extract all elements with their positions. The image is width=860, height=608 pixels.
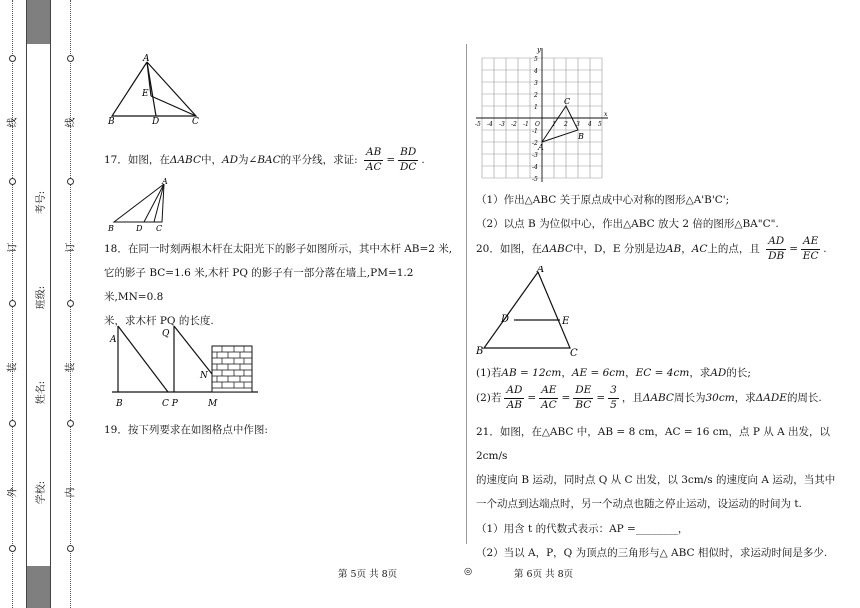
svg-text:D: D	[136, 224, 143, 233]
svg-text:1: 1	[552, 121, 556, 128]
svg-text:M: M	[208, 399, 218, 409]
fraction-bd-dc: $\frac{BD}{DC}$	[400, 146, 417, 173]
svg-text:-3: -3	[499, 121, 505, 128]
page-number-left: 第 5页 共 8页	[338, 569, 398, 580]
question-17: 17．如图，在ΔABC中，AD为∠BAC的平分线，求证: $\frac{AB}{AC}$ = $\frac{BD}{DC}$ .	[104, 146, 425, 173]
svg-text:B: B	[108, 117, 115, 124]
binding-line-1	[26, 0, 27, 608]
question-20-part2: (2)若 $\frac{AD}{AB}$ = $\frac{AE}{AC}$ = $\frac{DE}{BC}$ = $\frac{3}{5}$ ，且ΔABC周长为30cm，求ΔADE的周长.	[476, 384, 822, 411]
binding-hole	[9, 420, 16, 427]
svg-text:-2: -2	[532, 140, 538, 147]
svg-text:A: A	[162, 177, 168, 186]
question-20-part1: (1)若AB = 12cm，AE = 6cm，EC = 4cm，求AD的长;	[476, 367, 751, 379]
inner-mark-xian: 线	[65, 117, 77, 128]
binding-hole	[67, 545, 74, 552]
svg-text:-5: -5	[532, 176, 538, 183]
svg-text:5: 5	[534, 56, 538, 63]
binding-line-2	[50, 0, 51, 608]
field-xingming-label: 姓名:	[36, 380, 48, 405]
svg-text:D: D	[501, 314, 510, 325]
inner-mark-zhuang: 装	[65, 362, 77, 373]
figure-triangle-abc-e	[104, 52, 214, 124]
binding-hole	[9, 300, 16, 307]
brick-wall	[212, 346, 252, 392]
binding-hole	[67, 300, 74, 307]
svg-text:-2: -2	[511, 121, 517, 128]
svg-text:C P: C P	[162, 399, 178, 409]
page-divider	[466, 44, 467, 544]
svg-text:-3: -3	[532, 152, 538, 159]
svg-text:Q: Q	[162, 329, 170, 339]
binding-hole	[67, 420, 74, 427]
svg-text:A: A	[110, 335, 117, 345]
binding-gray-bottom	[26, 566, 50, 608]
svg-text:1: 1	[534, 104, 538, 111]
page-number-right: 第 6页 共 8页	[514, 569, 574, 580]
svg-text:3: 3	[534, 80, 538, 87]
binding-margin	[0, 0, 84, 608]
question-19-text: 19．按下列要求在如图格点中作图:	[104, 424, 268, 436]
svg-text:B: B	[578, 132, 584, 141]
svg-text:C: C	[564, 97, 571, 106]
outer-mark-xian: 线	[7, 117, 19, 128]
svg-text:-4: -4	[532, 164, 538, 171]
page-separator: ◎	[464, 566, 473, 577]
outer-mark-zhuang: 装	[7, 362, 19, 373]
binding-hole	[67, 178, 74, 185]
svg-text:-4: -4	[487, 121, 493, 128]
binding-hole	[9, 545, 16, 552]
svg-text:2: 2	[534, 92, 538, 99]
svg-text:O: O	[535, 121, 540, 128]
svg-text:-5: -5	[475, 121, 481, 128]
svg-text:-1: -1	[532, 128, 538, 135]
svg-text:-1: -1	[523, 121, 529, 128]
svg-text:5: 5	[598, 121, 602, 128]
question-20: 20．如图，在ΔABC中，D，E 分别是边AB，AC上的点，且 $\frac{AD}{DB}$ = $\frac{AE}{EC}$ .	[476, 235, 827, 262]
figure-q18-poles-wall	[108, 322, 268, 410]
outer-mark-ding: 订	[7, 242, 19, 253]
svg-text:D: D	[152, 117, 160, 124]
svg-text:B: B	[108, 224, 114, 233]
question-21: 21．如图，在△ABC 中，AB = 8 cm，AC = 16 cm，点 P 从 A 出发，以 2cm/s 的速度向 B 运动，同时点 Q 从 C 出发，以 3cm/s 的速度向 A 运动，当其中 一个动点到达端点时，另一个动点也随之停止运动，设运动的时间为 t. （1）用含 t 的代数式表示：AP =________， （2）当以 A，P，Q 为顶点的三角形与△ ABC 相似时，求运动时间是多少.	[476, 426, 836, 559]
inner-mark-nei: 内	[65, 487, 77, 498]
svg-text:3: 3	[576, 121, 580, 128]
outer-mark-wai: 外	[7, 487, 19, 498]
binding-hole	[9, 178, 16, 185]
svg-text:2: 2	[564, 121, 568, 128]
svg-text:E: E	[562, 316, 570, 327]
binding-hole	[67, 55, 74, 62]
figure-coordinate-grid	[474, 44, 610, 184]
svg-text:C: C	[156, 224, 163, 233]
field-kaohao-label: 考号:	[36, 190, 48, 215]
svg-text:4: 4	[534, 68, 538, 75]
question-18: 18．在同一时刻两根木杆在太阳光下的影子如图所示，其中木杆 AB=2 米, 它的影子 BC=1.6 米,木杆 PQ 的影子有一部分落在墙上,PM=1.2 米,MN=0.8 米，求木杆 PQ 的长度.	[104, 243, 453, 328]
svg-text:A: A	[143, 54, 150, 64]
binding-gray-top	[26, 0, 50, 44]
svg-text:A: A	[537, 266, 545, 275]
svg-text:C: C	[570, 348, 578, 358]
svg-text:x: x	[604, 111, 608, 118]
field-banji-label: 班级:	[36, 285, 48, 310]
question-19-parts: （1）作出△ABC 关于原点成中心对称的图形△A'B'C'; （2）以点 B 为位似中心，作出△ABC 放大 2 倍的图形△BA"C".	[476, 194, 779, 231]
field-xuexiao-label: 学校:	[36, 480, 48, 505]
fraction-ab-ac: $\frac{AB}{AC}$	[365, 146, 382, 173]
svg-text:E: E	[142, 89, 149, 99]
svg-text:4: 4	[588, 121, 592, 128]
svg-text:A: A	[538, 143, 544, 152]
svg-text:B: B	[116, 399, 123, 409]
figure-q17-triangle	[104, 176, 174, 234]
svg-text:y: y	[537, 46, 541, 54]
binding-hole	[9, 55, 16, 62]
svg-text:N: N	[200, 371, 208, 381]
svg-text:C: C	[192, 117, 199, 124]
inner-mark-ding: 订	[65, 242, 77, 253]
figure-q20-triangle	[476, 266, 586, 358]
svg-text:B: B	[476, 346, 484, 357]
